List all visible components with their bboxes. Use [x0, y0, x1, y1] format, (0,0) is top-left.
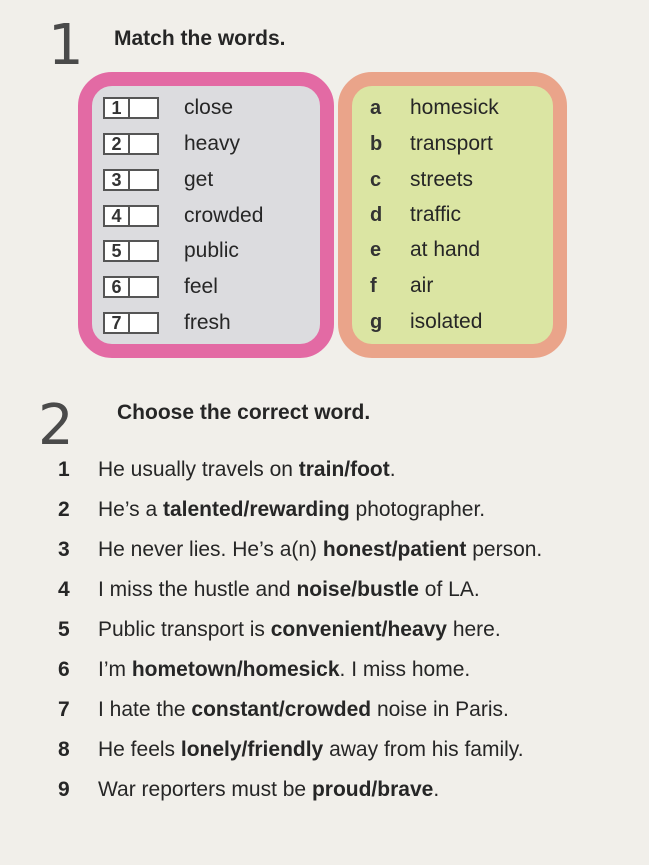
left-item [103, 203, 263, 229]
exercise-2-title: Choose the correct word. [117, 401, 371, 424]
answer-box[interactable] [129, 312, 159, 334]
left-word: fresh [184, 311, 231, 334]
right-item [370, 95, 499, 121]
right-word: homesick [410, 96, 499, 119]
question-text: here. [446, 618, 501, 641]
question-number: 2 [58, 498, 70, 521]
left-word: close [184, 96, 234, 119]
question-text: I hate the [98, 698, 192, 721]
right-item [370, 167, 473, 193]
left-word: public [184, 239, 239, 262]
item-letter: e [370, 238, 382, 261]
choice-words[interactable]: honest/patient [322, 538, 467, 561]
question-item [58, 498, 485, 522]
question-number: 1 [58, 458, 70, 481]
item-letter: a [370, 96, 382, 119]
item-number: 7 [103, 312, 129, 334]
answer-box[interactable] [129, 205, 159, 227]
answer-box[interactable] [129, 97, 159, 119]
right-word: transport [410, 132, 493, 155]
question-text: He never lies. He’s a(n) [98, 538, 323, 561]
choice-words[interactable]: lonely/friendly [180, 738, 324, 761]
right-word: air [410, 274, 434, 297]
left-word: crowded [184, 204, 264, 227]
question-item [58, 658, 470, 682]
question-text: He’s a [98, 498, 163, 521]
question-text: I’m [98, 658, 132, 681]
right-item [370, 131, 493, 157]
exercise-1-title: Match the words. [114, 27, 286, 50]
left-word: get [184, 168, 214, 191]
right-item [370, 273, 433, 299]
question-text: . [389, 458, 396, 481]
right-item [370, 237, 480, 263]
question-item [58, 578, 480, 602]
question-text: He usually travels on [98, 458, 299, 481]
question-item [58, 738, 524, 762]
answer-box[interactable] [129, 169, 159, 191]
left-item [103, 274, 218, 300]
question-item [58, 778, 439, 802]
question-number: 4 [58, 578, 70, 601]
question-text: of LA. [418, 578, 480, 601]
choice-words[interactable]: constant/crowded [191, 698, 372, 721]
question-text: War reporters must be [98, 778, 312, 801]
choice-words[interactable]: hometown/homesick [131, 658, 340, 681]
item-number: 6 [103, 276, 129, 298]
question-text: noise in Paris. [371, 698, 509, 721]
question-item [58, 698, 509, 722]
right-item [370, 309, 482, 335]
question-text: He feels [98, 738, 181, 761]
left-item [103, 95, 233, 121]
question-number: 3 [58, 538, 70, 561]
question-number: 8 [58, 738, 70, 761]
choice-words[interactable]: convenient/heavy [270, 618, 447, 641]
item-letter: b [370, 132, 383, 155]
choice-words[interactable]: train/foot [298, 458, 390, 481]
right-word: traffic [410, 203, 461, 226]
choice-words[interactable]: proud/brave [311, 778, 434, 801]
item-letter: c [370, 168, 382, 191]
right-word: streets [410, 168, 474, 191]
right-item [370, 202, 461, 228]
left-word: heavy [184, 132, 241, 155]
question-text: I miss the hustle and [98, 578, 297, 601]
answer-box[interactable] [129, 240, 159, 262]
item-letter: g [370, 310, 383, 333]
left-item [103, 310, 231, 336]
item-number: 2 [103, 133, 129, 155]
right-word: at hand [410, 238, 481, 261]
question-number: 7 [58, 698, 70, 721]
question-text: . [433, 778, 440, 801]
item-letter: f [370, 274, 377, 297]
item-number: 5 [103, 240, 129, 262]
question-text: photographer. [349, 498, 486, 521]
left-word: feel [184, 275, 218, 298]
question-text: . I miss home. [339, 658, 471, 681]
question-text: Public transport is [98, 618, 271, 641]
question-number: 6 [58, 658, 70, 681]
choice-words[interactable]: noise/bustle [296, 578, 419, 601]
right-word: isolated [410, 310, 483, 333]
question-text: away from his family. [323, 738, 524, 761]
question-item [58, 458, 396, 482]
question-number: 9 [58, 778, 70, 801]
choice-words[interactable]: talented/rewarding [162, 498, 350, 521]
item-number: 1 [103, 97, 129, 119]
left-item [103, 131, 240, 157]
left-item [103, 238, 239, 264]
item-number: 4 [103, 205, 129, 227]
question-item [58, 538, 542, 562]
left-item [103, 167, 213, 193]
item-number: 3 [103, 169, 129, 191]
question-text: person. [466, 538, 543, 561]
question-number: 5 [58, 618, 70, 641]
exercise-1-number: 1 [48, 13, 84, 78]
item-letter: d [370, 203, 383, 226]
answer-box[interactable] [129, 133, 159, 155]
exercise-2-number: 2 [38, 393, 74, 458]
answer-box[interactable] [129, 276, 159, 298]
question-item [58, 618, 501, 642]
